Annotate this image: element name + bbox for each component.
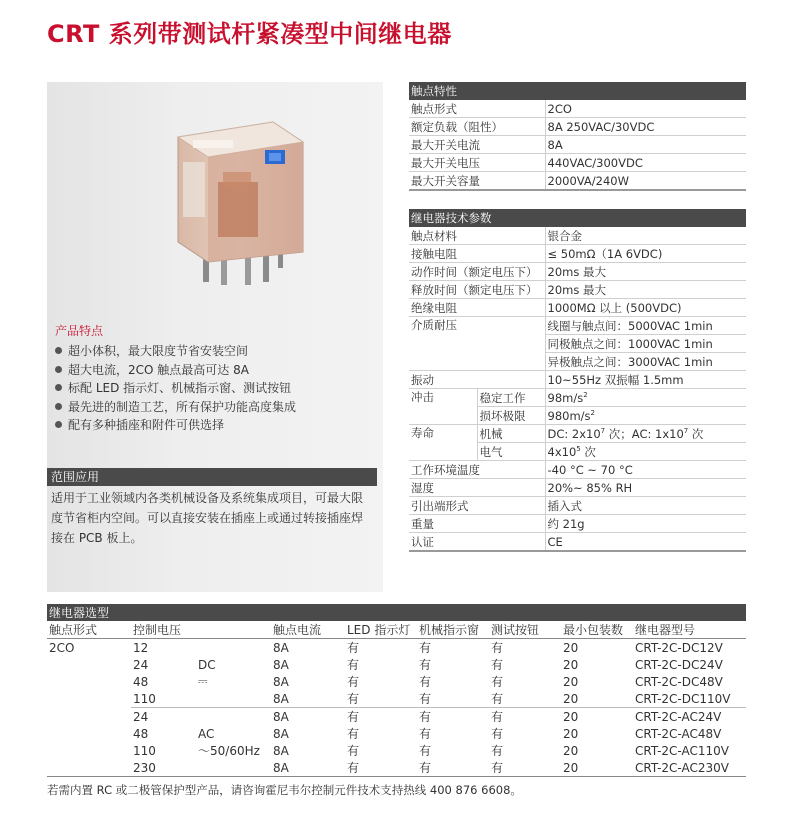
spec-value: 同极触点之间：1000VAC 1min	[545, 335, 746, 353]
feature-item: 最先进的制造工艺，所有保护功能高度集成	[55, 398, 375, 417]
table-cell: 48	[133, 674, 149, 689]
bullet-icon	[55, 347, 62, 354]
contact-characteristics-table	[409, 82, 746, 191]
spec-subkey: 损坏极限	[477, 407, 545, 425]
table-cell: 2CO	[49, 640, 75, 655]
table-cell: 8A	[273, 674, 289, 689]
spec-value: 银合金	[545, 227, 746, 245]
spec-value: 20%~ 85% RH	[545, 479, 746, 497]
applications-text: 适用于工业领域内各类机械设备及系统集成项目，可最大限度节省柜内空间。可以直接安装在插座上或通过转接插座焊接在 PCB 板上。	[51, 491, 364, 545]
spec-key: 动作时间（额定电压下）	[409, 263, 545, 281]
spec-value: 2000VA/240W	[545, 172, 746, 191]
spec-value: 2CO	[545, 100, 746, 118]
spec-key: 最大开关容量	[409, 172, 545, 191]
feature-item: 标配 LED 指示灯、机械指示窗、测试按钮	[55, 379, 375, 398]
table-row	[47, 690, 746, 708]
table-cell: 有	[489, 708, 561, 726]
spec-value: 8A	[545, 136, 746, 154]
spec-value: -40 °C ~ 70 °C	[545, 461, 746, 479]
table-cell: CRT-2C-AC230V	[633, 759, 746, 777]
table-cell: AC	[198, 726, 215, 741]
spec-key: 接触电阻	[409, 245, 545, 263]
table-cell: 有	[419, 744, 432, 758]
spec-key: 额定负载（阻性）	[409, 118, 545, 136]
relay-selection-table	[47, 604, 746, 777]
spec-subkey: 电气	[477, 443, 545, 461]
table-cell	[47, 708, 131, 726]
column-header: 控制电压	[131, 621, 196, 639]
table-cell	[47, 759, 131, 777]
bullet-icon	[55, 366, 62, 373]
column-header: 继电器型号	[633, 621, 746, 639]
spec-value: 440VAC/300VDC	[545, 154, 746, 172]
spec-value: 约 21g	[545, 515, 746, 533]
spec-key: 湿度	[409, 479, 545, 497]
table-cell: 8A	[271, 759, 345, 777]
spec-subkey: 机械	[477, 425, 545, 443]
spec-value: 插入式	[545, 497, 746, 515]
table-cell	[47, 673, 131, 690]
spec-key: 触点材料	[409, 227, 545, 245]
table-cell: CRT-2C-AC110V	[635, 743, 729, 758]
bullet-icon	[55, 384, 62, 391]
table-cell: 有	[491, 658, 504, 672]
spec-key: 释放时间（额定电压下）	[409, 281, 545, 299]
column-header: 机械指示窗	[417, 621, 489, 639]
tech-table-title: 继电器技术参数	[409, 209, 746, 227]
table-cell	[196, 639, 271, 657]
table-cell: 230	[131, 759, 196, 777]
table-cell: 有	[345, 708, 417, 726]
column-header: 测试按钮	[489, 621, 561, 639]
table-cell: 有	[491, 727, 504, 741]
bullet-icon	[55, 421, 62, 428]
spec-value: ≤ 50mΩ（1A 6VDC)	[545, 245, 746, 263]
column-header: 最小包装数	[561, 621, 633, 639]
spec-key: 介质耐压	[409, 317, 545, 371]
spec-value: 10~55Hz 双振幅 1.5mm	[545, 371, 746, 389]
table-row	[47, 708, 746, 726]
table-cell: 20	[563, 743, 579, 758]
table-cell: 20	[563, 726, 579, 741]
table-cell: ⎓	[198, 674, 208, 688]
table-cell: 8A	[273, 640, 289, 655]
table-cell: 20	[563, 674, 579, 689]
spec-key: 最大开关电压	[409, 154, 545, 172]
bullet-icon	[55, 403, 62, 410]
spec-key: 绝缘电阻	[409, 299, 545, 317]
table-cell: 48	[133, 726, 149, 741]
table-cell: 20	[563, 640, 579, 655]
spec-value: DC: $2x10^7$ 次；AC: $1x10^7$ 次	[545, 425, 746, 443]
table-row	[47, 656, 746, 673]
table-cell: 8A	[273, 726, 289, 741]
spec-key: 工作环境温度	[409, 461, 545, 479]
table-cell: ～50/60Hz	[198, 744, 260, 758]
table-cell	[47, 690, 131, 708]
table-cell: 20	[561, 759, 633, 777]
table-cell: CRT-2C-DC24V	[635, 657, 723, 672]
table-cell: 有	[419, 727, 432, 741]
table-cell	[196, 690, 271, 708]
table-cell: 12	[133, 640, 149, 655]
table-cell: 有	[417, 708, 489, 726]
table-cell: CRT-2C-DC12V	[635, 640, 723, 655]
table-row	[47, 639, 746, 657]
table-cell	[196, 708, 271, 726]
feature-item: 超小体积，最大限度节省安装空间	[55, 342, 375, 361]
table-cell: 有	[419, 692, 432, 706]
page-title: CRT 系列带测试杆紧凑型中间继电器	[47, 20, 452, 48]
table-cell	[47, 725, 131, 742]
table-cell: 有	[417, 759, 489, 777]
spec-key: 重量	[409, 515, 545, 533]
table-cell: 有	[419, 675, 432, 689]
column-header: LED 指示灯	[345, 621, 417, 639]
spec-key: 冲击	[409, 389, 477, 425]
table-cell: 20	[563, 691, 579, 706]
spec-key: 寿命	[409, 425, 477, 461]
spec-value: 20ms 最大	[545, 281, 746, 299]
spec-value: $4x10^5$ 次	[545, 443, 746, 461]
spec-subkey: 稳定工作	[477, 389, 545, 407]
table-cell	[47, 742, 131, 759]
table-cell: 20	[563, 657, 579, 672]
feature-item: 配有多种插座和附件可供选择	[55, 416, 375, 435]
feature-item: 超大电流，2CO 触点最高可达 8A	[55, 361, 375, 380]
relay-tech-params-table	[409, 209, 746, 552]
spec-value: 8A 250VAC/30VDC	[545, 118, 746, 136]
spec-value: $98m/s^2$	[545, 389, 746, 407]
table-cell: 有	[347, 692, 360, 706]
spec-value: 1000MΩ 以上 (500VDC)	[545, 299, 746, 317]
contact-table-title: 触点特性	[409, 82, 746, 100]
table-row	[47, 673, 746, 690]
table-cell: 有	[489, 759, 561, 777]
spec-key: 认证	[409, 533, 545, 552]
selection-table-title: 继电器选型	[47, 604, 746, 621]
spec-value: 异极触点之间：3000VAC 1min	[545, 353, 746, 371]
spec-value: CE	[545, 533, 746, 552]
table-cell: 24	[133, 657, 149, 672]
product-panel	[47, 82, 383, 592]
spec-value: 线圈与触点间：5000VAC 1min	[545, 317, 746, 335]
spec-key: 触点形式	[409, 100, 545, 118]
footnote: 若需内置 RC 或二极管保护型产品，请咨询霍尼韦尔控制元件技术支持热线 400 876 6608。	[47, 783, 522, 797]
table-cell: DC	[198, 657, 216, 672]
table-cell: 24	[131, 708, 196, 726]
table-cell: 有	[491, 744, 504, 758]
features-title: 产品特点	[55, 324, 104, 338]
column-header	[196, 621, 271, 639]
table-cell: 110	[133, 743, 156, 758]
spec-value: $980m/s^2$	[545, 407, 746, 425]
table-cell: 有	[347, 675, 360, 689]
table-cell: 有	[491, 641, 504, 655]
column-header: 触点电流	[271, 621, 345, 639]
spec-key: 引出端形式	[409, 497, 545, 515]
table-cell: 20	[561, 708, 633, 726]
spec-key: 最大开关电流	[409, 136, 545, 154]
table-cell: 8A	[271, 708, 345, 726]
table-cell: 8A	[273, 743, 289, 758]
table-cell: 有	[419, 658, 432, 672]
table-cell	[196, 759, 271, 777]
product-features	[55, 322, 375, 435]
table-cell: 8A	[273, 691, 289, 706]
table-cell: 有	[345, 759, 417, 777]
table-row	[47, 742, 746, 759]
table-cell: 有	[491, 692, 504, 706]
table-cell: CRT-2C-AC48V	[635, 726, 722, 741]
table-cell: 有	[347, 641, 360, 655]
table-cell	[47, 656, 131, 673]
table-cell: CRT-2C-DC48V	[635, 674, 723, 689]
spec-value: 20ms 最大	[545, 263, 746, 281]
applications-title: 范围应用	[47, 468, 377, 486]
table-cell: CRT-2C-DC110V	[635, 691, 731, 706]
table-cell: CRT-2C-AC24V	[633, 708, 746, 726]
table-cell: 有	[419, 641, 432, 655]
table-row	[47, 725, 746, 742]
table-cell: 有	[347, 744, 360, 758]
table-cell: 110	[133, 691, 156, 706]
selection-header-row	[47, 621, 746, 639]
table-cell: 有	[347, 658, 360, 672]
applications-section	[47, 468, 377, 550]
table-cell: 8A	[273, 657, 289, 672]
column-header: 触点形式	[47, 621, 131, 639]
spec-key: 振动	[409, 371, 545, 389]
table-row	[47, 759, 746, 777]
relay-product-photo	[163, 112, 313, 287]
table-cell: 有	[347, 727, 360, 741]
table-cell: 有	[491, 675, 504, 689]
